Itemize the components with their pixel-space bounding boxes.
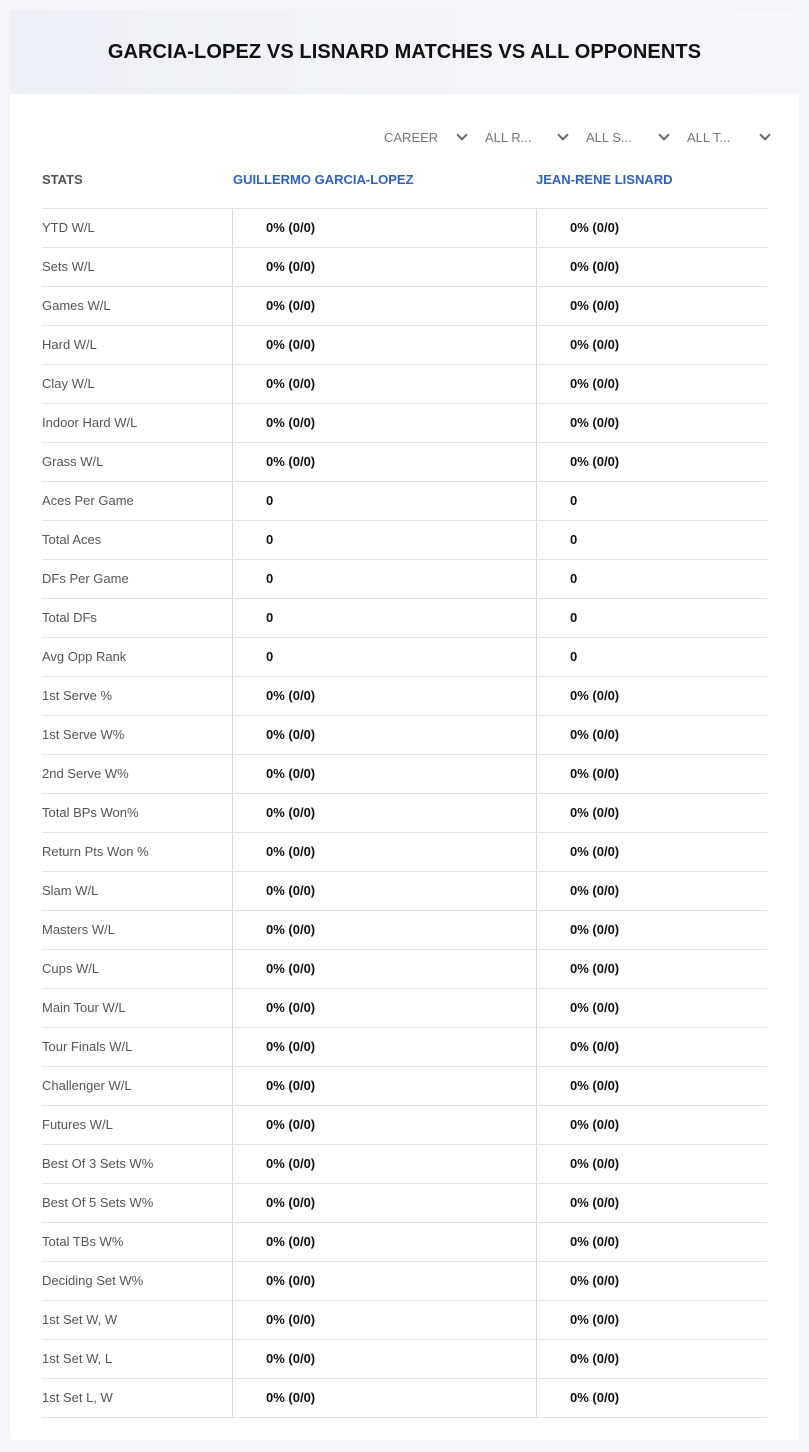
player2-cell bbox=[536, 443, 768, 481]
player2-value: 0% (0/0) bbox=[570, 1039, 620, 1054]
player2-value: 0% (0/0) bbox=[570, 415, 620, 430]
player1-cell bbox=[232, 482, 537, 520]
player1-value: 0% (0/0) bbox=[266, 1156, 316, 1171]
player1-cell bbox=[232, 989, 537, 1027]
player2-cell bbox=[536, 638, 768, 676]
player2-value: 0% (0/0) bbox=[570, 1117, 620, 1132]
player1-value: 0% (0/0) bbox=[266, 922, 316, 937]
player1-cell bbox=[232, 794, 537, 832]
player2-cell bbox=[536, 482, 768, 520]
player2-value: 0% (0/0) bbox=[570, 1234, 620, 1249]
player1-value: 0% (0/0) bbox=[266, 415, 316, 430]
player1-value: 0% (0/0) bbox=[266, 259, 316, 274]
table-row bbox=[42, 1105, 767, 1144]
stat-label: Futures W/L bbox=[42, 1117, 113, 1132]
table-row bbox=[42, 442, 767, 481]
player1-cell bbox=[232, 287, 537, 325]
player2-cell bbox=[536, 248, 768, 286]
player2-value: 0% (0/0) bbox=[570, 844, 620, 859]
table-row bbox=[42, 871, 767, 910]
player1-cell bbox=[232, 1145, 537, 1183]
page-title: GARCIA-LOPEZ VS LISNARD MATCHES VS ALL OPPONENTS bbox=[107, 40, 702, 63]
player2-cell bbox=[536, 1262, 768, 1300]
stat-label: 1st Serve % bbox=[42, 688, 113, 703]
player2-cell bbox=[536, 1223, 768, 1261]
player1-cell bbox=[232, 248, 537, 286]
player1-cell bbox=[232, 404, 537, 442]
table-row bbox=[42, 1339, 767, 1378]
player1-cell bbox=[232, 1067, 537, 1105]
player2-value: 0% (0/0) bbox=[570, 883, 620, 898]
table-row bbox=[42, 1378, 767, 1418]
player2-cell bbox=[536, 599, 768, 637]
player1-value: 0 bbox=[266, 493, 274, 508]
player2-cell bbox=[536, 755, 768, 793]
player2-value: 0% (0/0) bbox=[570, 376, 620, 391]
player1-value: 0% (0/0) bbox=[266, 1312, 316, 1327]
player1-value: 0 bbox=[266, 571, 274, 586]
stat-label: Tour Finals W/L bbox=[42, 1039, 133, 1054]
player1-cell bbox=[232, 872, 537, 910]
player2-cell bbox=[536, 950, 768, 988]
player2-value: 0% (0/0) bbox=[570, 1390, 620, 1405]
table-row bbox=[42, 832, 767, 871]
player1-cell bbox=[232, 1262, 537, 1300]
player1-value: 0% (0/0) bbox=[266, 376, 316, 391]
career-filter-select[interactable] bbox=[384, 128, 472, 146]
player1-cell bbox=[232, 326, 537, 364]
player2-value: 0% (0/0) bbox=[570, 1078, 620, 1093]
stat-label: YTD W/L bbox=[42, 220, 95, 235]
table-row bbox=[42, 910, 767, 949]
table-row bbox=[42, 1300, 767, 1339]
player1-value: 0% (0/0) bbox=[266, 805, 316, 820]
player1-value: 0% (0/0) bbox=[266, 961, 316, 976]
player2-value: 0 bbox=[570, 649, 578, 664]
player2-link[interactable]: JEAN-RENE LISNARD bbox=[536, 172, 673, 187]
player2-value: 0% (0/0) bbox=[570, 220, 620, 235]
stat-label: Hard W/L bbox=[42, 337, 97, 352]
player1-cell bbox=[232, 911, 537, 949]
player1-value: 0% (0/0) bbox=[266, 1117, 316, 1132]
stat-label: 2nd Serve W% bbox=[42, 766, 129, 781]
tournament-filter-select[interactable] bbox=[687, 128, 775, 146]
player2-cell bbox=[536, 365, 768, 403]
player1-cell bbox=[232, 1184, 537, 1222]
player1-value: 0% (0/0) bbox=[266, 844, 316, 859]
table-row bbox=[42, 481, 767, 520]
stat-label: Total TBs W% bbox=[42, 1234, 124, 1249]
player1-cell bbox=[232, 443, 537, 481]
player1-cell bbox=[232, 521, 537, 559]
chevron-down-icon bbox=[557, 129, 568, 140]
stat-label: Sets W/L bbox=[42, 259, 95, 274]
player1-cell bbox=[232, 209, 537, 247]
player2-cell bbox=[536, 1106, 768, 1144]
player1-cell bbox=[232, 1028, 537, 1066]
player2-cell bbox=[536, 326, 768, 364]
player2-value: 0% (0/0) bbox=[570, 1156, 620, 1171]
player1-cell bbox=[232, 833, 537, 871]
stat-label: Return Pts Won % bbox=[42, 844, 149, 859]
table-row bbox=[42, 559, 767, 598]
player1-value: 0% (0/0) bbox=[266, 1273, 316, 1288]
player1-value: 0% (0/0) bbox=[266, 727, 316, 742]
career-filter-label: CAREER bbox=[384, 129, 439, 145]
table-header bbox=[42, 170, 767, 208]
player2-cell bbox=[536, 1340, 768, 1378]
surface-filter-label: ALL S... bbox=[586, 129, 632, 145]
player2-value: 0% (0/0) bbox=[570, 337, 620, 352]
stats-table bbox=[42, 208, 767, 1418]
stat-label: Indoor Hard W/L bbox=[42, 415, 138, 430]
player2-value: 0 bbox=[570, 610, 578, 625]
player1-cell bbox=[232, 365, 537, 403]
stat-label: Games W/L bbox=[42, 298, 111, 313]
stat-label: Total DFs bbox=[42, 610, 97, 625]
table-row bbox=[42, 403, 767, 442]
player2-value: 0 bbox=[570, 493, 578, 508]
stats-column-header: STATS bbox=[42, 172, 83, 187]
player1-value: 0% (0/0) bbox=[266, 1000, 316, 1015]
table-row bbox=[42, 1027, 767, 1066]
player1-cell bbox=[232, 1106, 537, 1144]
player1-cell bbox=[232, 677, 537, 715]
player2-cell bbox=[536, 677, 768, 715]
player2-cell bbox=[536, 209, 768, 247]
stat-label: Total BPs Won% bbox=[42, 805, 139, 820]
player2-cell bbox=[536, 872, 768, 910]
player2-cell bbox=[536, 989, 768, 1027]
stat-label: Aces Per Game bbox=[42, 493, 134, 508]
stat-label: Deciding Set W% bbox=[42, 1273, 144, 1288]
player1-link[interactable]: GUILLERMO GARCIA-LOPEZ bbox=[233, 172, 414, 187]
player1-value: 0% (0/0) bbox=[266, 1390, 316, 1405]
player2-cell bbox=[536, 1028, 768, 1066]
player2-value: 0% (0/0) bbox=[570, 805, 620, 820]
stat-label: DFs Per Game bbox=[42, 571, 129, 586]
stat-label: Best Of 5 Sets W% bbox=[42, 1195, 154, 1210]
player2-value: 0% (0/0) bbox=[570, 454, 620, 469]
player1-value: 0% (0/0) bbox=[266, 1039, 316, 1054]
table-row bbox=[42, 208, 767, 247]
page-header bbox=[10, 10, 799, 94]
player1-cell bbox=[232, 638, 537, 676]
player2-value: 0 bbox=[570, 532, 578, 547]
player1-cell bbox=[232, 1223, 537, 1261]
stat-label: Clay W/L bbox=[42, 376, 95, 391]
player1-value: 0% (0/0) bbox=[266, 1234, 316, 1249]
chevron-down-icon bbox=[658, 129, 669, 140]
player1-value: 0% (0/0) bbox=[266, 1195, 316, 1210]
player1-value: 0% (0/0) bbox=[266, 337, 316, 352]
stat-label: Masters W/L bbox=[42, 922, 115, 937]
table-row bbox=[42, 598, 767, 637]
player1-value: 0% (0/0) bbox=[266, 298, 316, 313]
player1-cell bbox=[232, 560, 537, 598]
player2-value: 0% (0/0) bbox=[570, 688, 620, 703]
player2-cell bbox=[536, 833, 768, 871]
player1-value: 0% (0/0) bbox=[266, 1351, 316, 1366]
player2-value: 0 bbox=[570, 571, 578, 586]
player2-cell bbox=[536, 560, 768, 598]
player2-value: 0% (0/0) bbox=[570, 1273, 620, 1288]
player1-cell bbox=[232, 755, 537, 793]
player2-cell bbox=[536, 287, 768, 325]
table-row bbox=[42, 325, 767, 364]
player2-value: 0% (0/0) bbox=[570, 727, 620, 742]
stat-label: 1st Serve W% bbox=[42, 727, 125, 742]
player1-value: 0% (0/0) bbox=[266, 883, 316, 898]
stat-label: Grass W/L bbox=[42, 454, 104, 469]
player2-cell bbox=[536, 794, 768, 832]
table-row bbox=[42, 1183, 767, 1222]
player2-cell bbox=[536, 1184, 768, 1222]
stat-label: Main Tour W/L bbox=[42, 1000, 126, 1015]
stat-label: 1st Set W, L bbox=[42, 1351, 113, 1366]
table-row bbox=[42, 988, 767, 1027]
player2-value: 0% (0/0) bbox=[570, 1312, 620, 1327]
player1-value: 0% (0/0) bbox=[266, 220, 316, 235]
player1-cell bbox=[232, 1340, 537, 1378]
player2-value: 0% (0/0) bbox=[570, 766, 620, 781]
stat-label: 1st Set L, W bbox=[42, 1390, 113, 1405]
stat-label: Best Of 3 Sets W% bbox=[42, 1156, 154, 1171]
tournament-filter-label: ALL T... bbox=[687, 129, 731, 145]
chevron-down-icon bbox=[456, 129, 467, 140]
stat-label: 1st Set W, W bbox=[42, 1312, 118, 1327]
chevron-down-icon bbox=[759, 129, 770, 140]
player2-value: 0% (0/0) bbox=[570, 298, 620, 313]
table-row bbox=[42, 286, 767, 325]
table-row bbox=[42, 637, 767, 676]
table-row bbox=[42, 949, 767, 988]
player2-value: 0% (0/0) bbox=[570, 1195, 620, 1210]
stat-label: Avg Opp Rank bbox=[42, 649, 127, 664]
stat-label: Cups W/L bbox=[42, 961, 100, 976]
player2-cell bbox=[536, 521, 768, 559]
table-row bbox=[42, 793, 767, 832]
stat-label: Slam W/L bbox=[42, 883, 99, 898]
table-row bbox=[42, 247, 767, 286]
player2-cell bbox=[536, 1145, 768, 1183]
round-filter-select[interactable] bbox=[485, 128, 573, 146]
player1-value: 0% (0/0) bbox=[266, 454, 316, 469]
stat-label: Total Aces bbox=[42, 532, 102, 547]
table-row bbox=[42, 676, 767, 715]
player1-value: 0% (0/0) bbox=[266, 766, 316, 781]
player1-cell bbox=[232, 716, 537, 754]
player2-cell bbox=[536, 404, 768, 442]
round-filter-label: ALL R... bbox=[485, 129, 532, 145]
player2-cell bbox=[536, 1067, 768, 1105]
player2-value: 0% (0/0) bbox=[570, 1000, 620, 1015]
player2-value: 0% (0/0) bbox=[570, 961, 620, 976]
filter-bar bbox=[384, 128, 775, 146]
player2-cell bbox=[536, 911, 768, 949]
stats-card bbox=[10, 10, 799, 1440]
table-row bbox=[42, 1261, 767, 1300]
player2-cell bbox=[536, 716, 768, 754]
player1-cell bbox=[232, 950, 537, 988]
player2-cell bbox=[536, 1379, 768, 1417]
player2-value: 0% (0/0) bbox=[570, 259, 620, 274]
table-row bbox=[42, 1144, 767, 1183]
player2-value: 0% (0/0) bbox=[570, 922, 620, 937]
player2-value: 0% (0/0) bbox=[570, 1351, 620, 1366]
player1-value: 0 bbox=[266, 649, 274, 664]
table-row bbox=[42, 1222, 767, 1261]
player1-value: 0 bbox=[266, 610, 274, 625]
player1-value: 0% (0/0) bbox=[266, 688, 316, 703]
table-row bbox=[42, 754, 767, 793]
table-row bbox=[42, 715, 767, 754]
player1-value: 0% (0/0) bbox=[266, 1078, 316, 1093]
player2-cell bbox=[536, 1301, 768, 1339]
surface-filter-select[interactable] bbox=[586, 128, 674, 146]
stat-label: Challenger W/L bbox=[42, 1078, 132, 1093]
player1-cell bbox=[232, 1379, 537, 1417]
player1-cell bbox=[232, 599, 537, 637]
player1-value: 0 bbox=[266, 532, 274, 547]
table-row bbox=[42, 520, 767, 559]
player1-cell bbox=[232, 1301, 537, 1339]
table-row bbox=[42, 364, 767, 403]
table-row bbox=[42, 1066, 767, 1105]
